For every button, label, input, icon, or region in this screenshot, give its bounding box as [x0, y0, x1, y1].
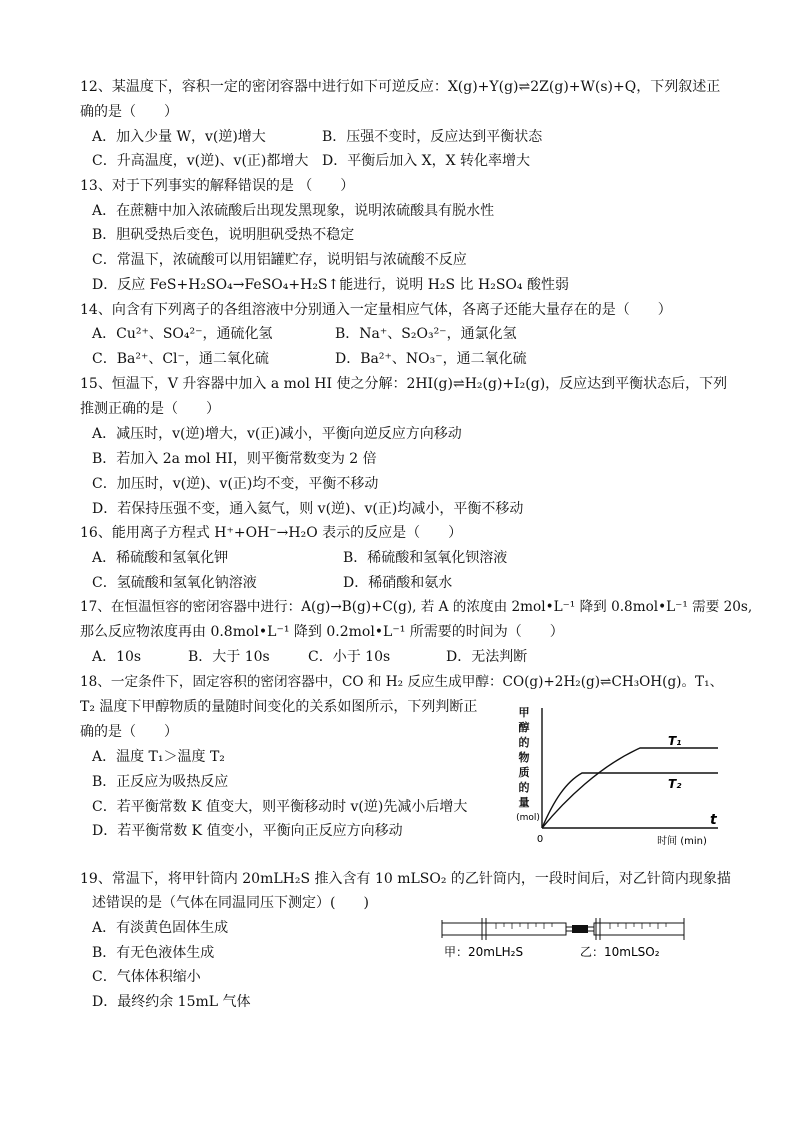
syringe-yi	[588, 918, 684, 940]
q16-option-a: A．稀硫酸和氢氧化钾	[92, 550, 229, 566]
q16-stem: 16、能用离子方程式 H⁺+OH⁻→H₂O 表示的反应是（ ）	[80, 525, 463, 541]
y-label-char: 的	[518, 781, 530, 794]
q13-option-b: B．胆矾受热后变色，说明胆矾受热不稳定	[92, 227, 355, 243]
q12-option-c: C．升高温度，v(逆)、v(正)都增大	[92, 153, 309, 169]
q19-syringe-diagram	[438, 910, 690, 962]
q19-stem-line1: 19、常温下，将甲针筒内 20mLH₂S 推入含有 10 mLSO₂ 的乙针筒内，一段时间后，对乙针筒内现象描	[80, 871, 731, 887]
q15-option-b: B．若加入 2a mol HI，则平衡常数变为 2 倍	[92, 451, 377, 467]
q19-option-b: B．有无色液体生成	[92, 945, 215, 961]
q18-y-label	[519, 706, 530, 809]
syringe-yi-label: 乙：10mLSO₂	[580, 945, 660, 959]
y-label-char: 甲	[518, 706, 530, 719]
y-label-char: 量	[518, 796, 530, 809]
q14-option-c: C．Ba²⁺、Cl⁻，通二氧化硫	[92, 351, 269, 367]
q15-option-a: A．减压时，v(逆)增大，v(正)减小，平衡向逆反应方向移动	[92, 426, 462, 442]
q12-option-b: B．压强不变时，反应达到平衡状态	[322, 129, 543, 145]
q17-option-d: D．无法判断	[446, 649, 528, 665]
q17-stem-line1: 17、在恒温恒容的密闭容器中进行：A(g)→B(g)+C(g), 若 A 的浓度由 2mol•L⁻¹ 降到 0.8mol•L⁻¹ 需要 20s,	[80, 599, 753, 615]
y-label-char: 的	[518, 736, 530, 749]
q14-option-a: A．Cu²⁺、SO₄²⁻，通硫化氢	[92, 326, 273, 342]
q18-option-c: C．若平衡常数 K 值变大，则平衡移动时 v(逆)先减小后增大	[92, 799, 468, 815]
q13-option-d: D．反应 FeS+H₂SO₄→FeSO₄+H₂S↑能进行，说明 H₂S 比 H₂SO₄ 酸性弱	[92, 277, 569, 293]
q17-stem-line2: 那么反应物浓度再由 0.8mol•L⁻¹ 降到 0.2mol•L⁻¹ 所需要的时间为（ ）	[80, 624, 564, 640]
q19-option-c: C．气体体积缩小	[92, 969, 201, 985]
q16-option-b: B．稀硫酸和氢氧化钡溶液	[343, 550, 508, 566]
syringe-jia-label: 甲：20mLH₂S	[444, 945, 524, 959]
q15-option-d: D．若保持压强不变，通入氦气，则 v(逆)、v(正)均减小，平衡不移动	[92, 501, 524, 517]
q14-option-b: B．Na⁺、S₂O₃²⁻，通氯化氢	[335, 326, 517, 342]
q16-option-c: C．氢硫酸和氢氧化钠溶液	[92, 575, 257, 591]
q19-option-d: D．最终约余 15mL 气体	[92, 994, 251, 1010]
q16-option-d: D．稀硝酸和氨水	[343, 575, 453, 591]
y-label-char: 质	[518, 766, 530, 779]
q18-option-d: D．若平衡常数 K 值变小，平衡向正反应方向移动	[92, 823, 403, 839]
q17-option-a: A．10s	[92, 649, 142, 665]
origin-label: 0	[536, 834, 544, 845]
q13-option-c: C．常温下，浓硫酸可以用铝罐贮存，说明铝与浓硫酸不反应	[92, 252, 467, 268]
t-axis-label: t	[710, 812, 717, 828]
q18-stem-line2: T₂ 温度下甲醇物质的量随时间变化的关系如图所示，下列判断正	[80, 699, 478, 715]
syringe-jia	[442, 918, 572, 940]
x-label: 时间 (min)	[657, 836, 707, 847]
curve-t2-label: T₂	[668, 777, 682, 791]
q14-stem: 14、向含有下列离子的各组溶液中分别通入一定量相应气体，各离子还能大量存在的是（ ）	[80, 302, 672, 318]
q18-stem-line3: 确的是（ ）	[80, 724, 178, 740]
q18-methanol-graph	[510, 702, 732, 850]
q15-option-c: C．加压时，v(逆)、v(正)均不变，平衡不移动	[92, 476, 379, 492]
q17-option-c: C．小于 10s	[308, 649, 391, 665]
syringe-connector	[572, 925, 588, 933]
q19-option-a: A．有淡黄色固体生成	[92, 920, 229, 936]
q15-stem-line1: 15、恒温下，V 升容器中加入 a mol HI 使之分解：2HI(g)⇌H₂(g)+I₂(g)，反应达到平衡状态后，下列	[80, 376, 728, 392]
curve-t1-label: T₁	[668, 734, 682, 748]
q17-option-b: B．大于 10s	[188, 649, 270, 665]
y-label-char: 醇	[518, 721, 530, 734]
q12-stem-line1: 12、某温度下，容积一定的密闭容器中进行如下可逆反应：X(g)+Y(g)⇌2Z(g)+W(s)+Q，下列叙述正	[80, 79, 721, 95]
q12-option-a: A．加入少量 W，v(逆)增大	[92, 129, 266, 145]
y-unit: (mol)	[516, 813, 540, 823]
q18-option-a: A．温度 T₁＞温度 T₂	[92, 749, 225, 765]
q12-stem-line2: 确的是（ ）	[80, 104, 178, 120]
q15-stem-line2: 推测正确的是（ ）	[80, 401, 220, 417]
curve-t2	[542, 773, 718, 828]
q12-option-d: D．平衡后加入 X，X 转化率增大	[322, 153, 531, 169]
q18-stem-line1: 18、一定条件下，固定容积的密闭容器中，CO 和 H₂ 反应生成甲醇：CO(g)+2H₂(g)⇌CH₃OH(g)。T₁、	[80, 674, 724, 690]
q18-option-b: B．正反应为吸热反应	[92, 774, 229, 790]
q14-option-d: D．Ba²⁺、NO₃⁻，通二氧化硫	[335, 351, 527, 367]
curve-t1	[542, 748, 718, 828]
q13-stem: 13、对于下列事实的解释错误的是 （ ）	[80, 178, 355, 194]
y-label-char: 物	[518, 751, 530, 764]
q19-stem-line2: 述错误的是（气体在同温同压下测定）( )	[92, 895, 369, 911]
q13-option-a: A．在蔗糖中加入浓硫酸后出现发黑现象，说明浓硫酸具有脱水性	[92, 203, 495, 219]
